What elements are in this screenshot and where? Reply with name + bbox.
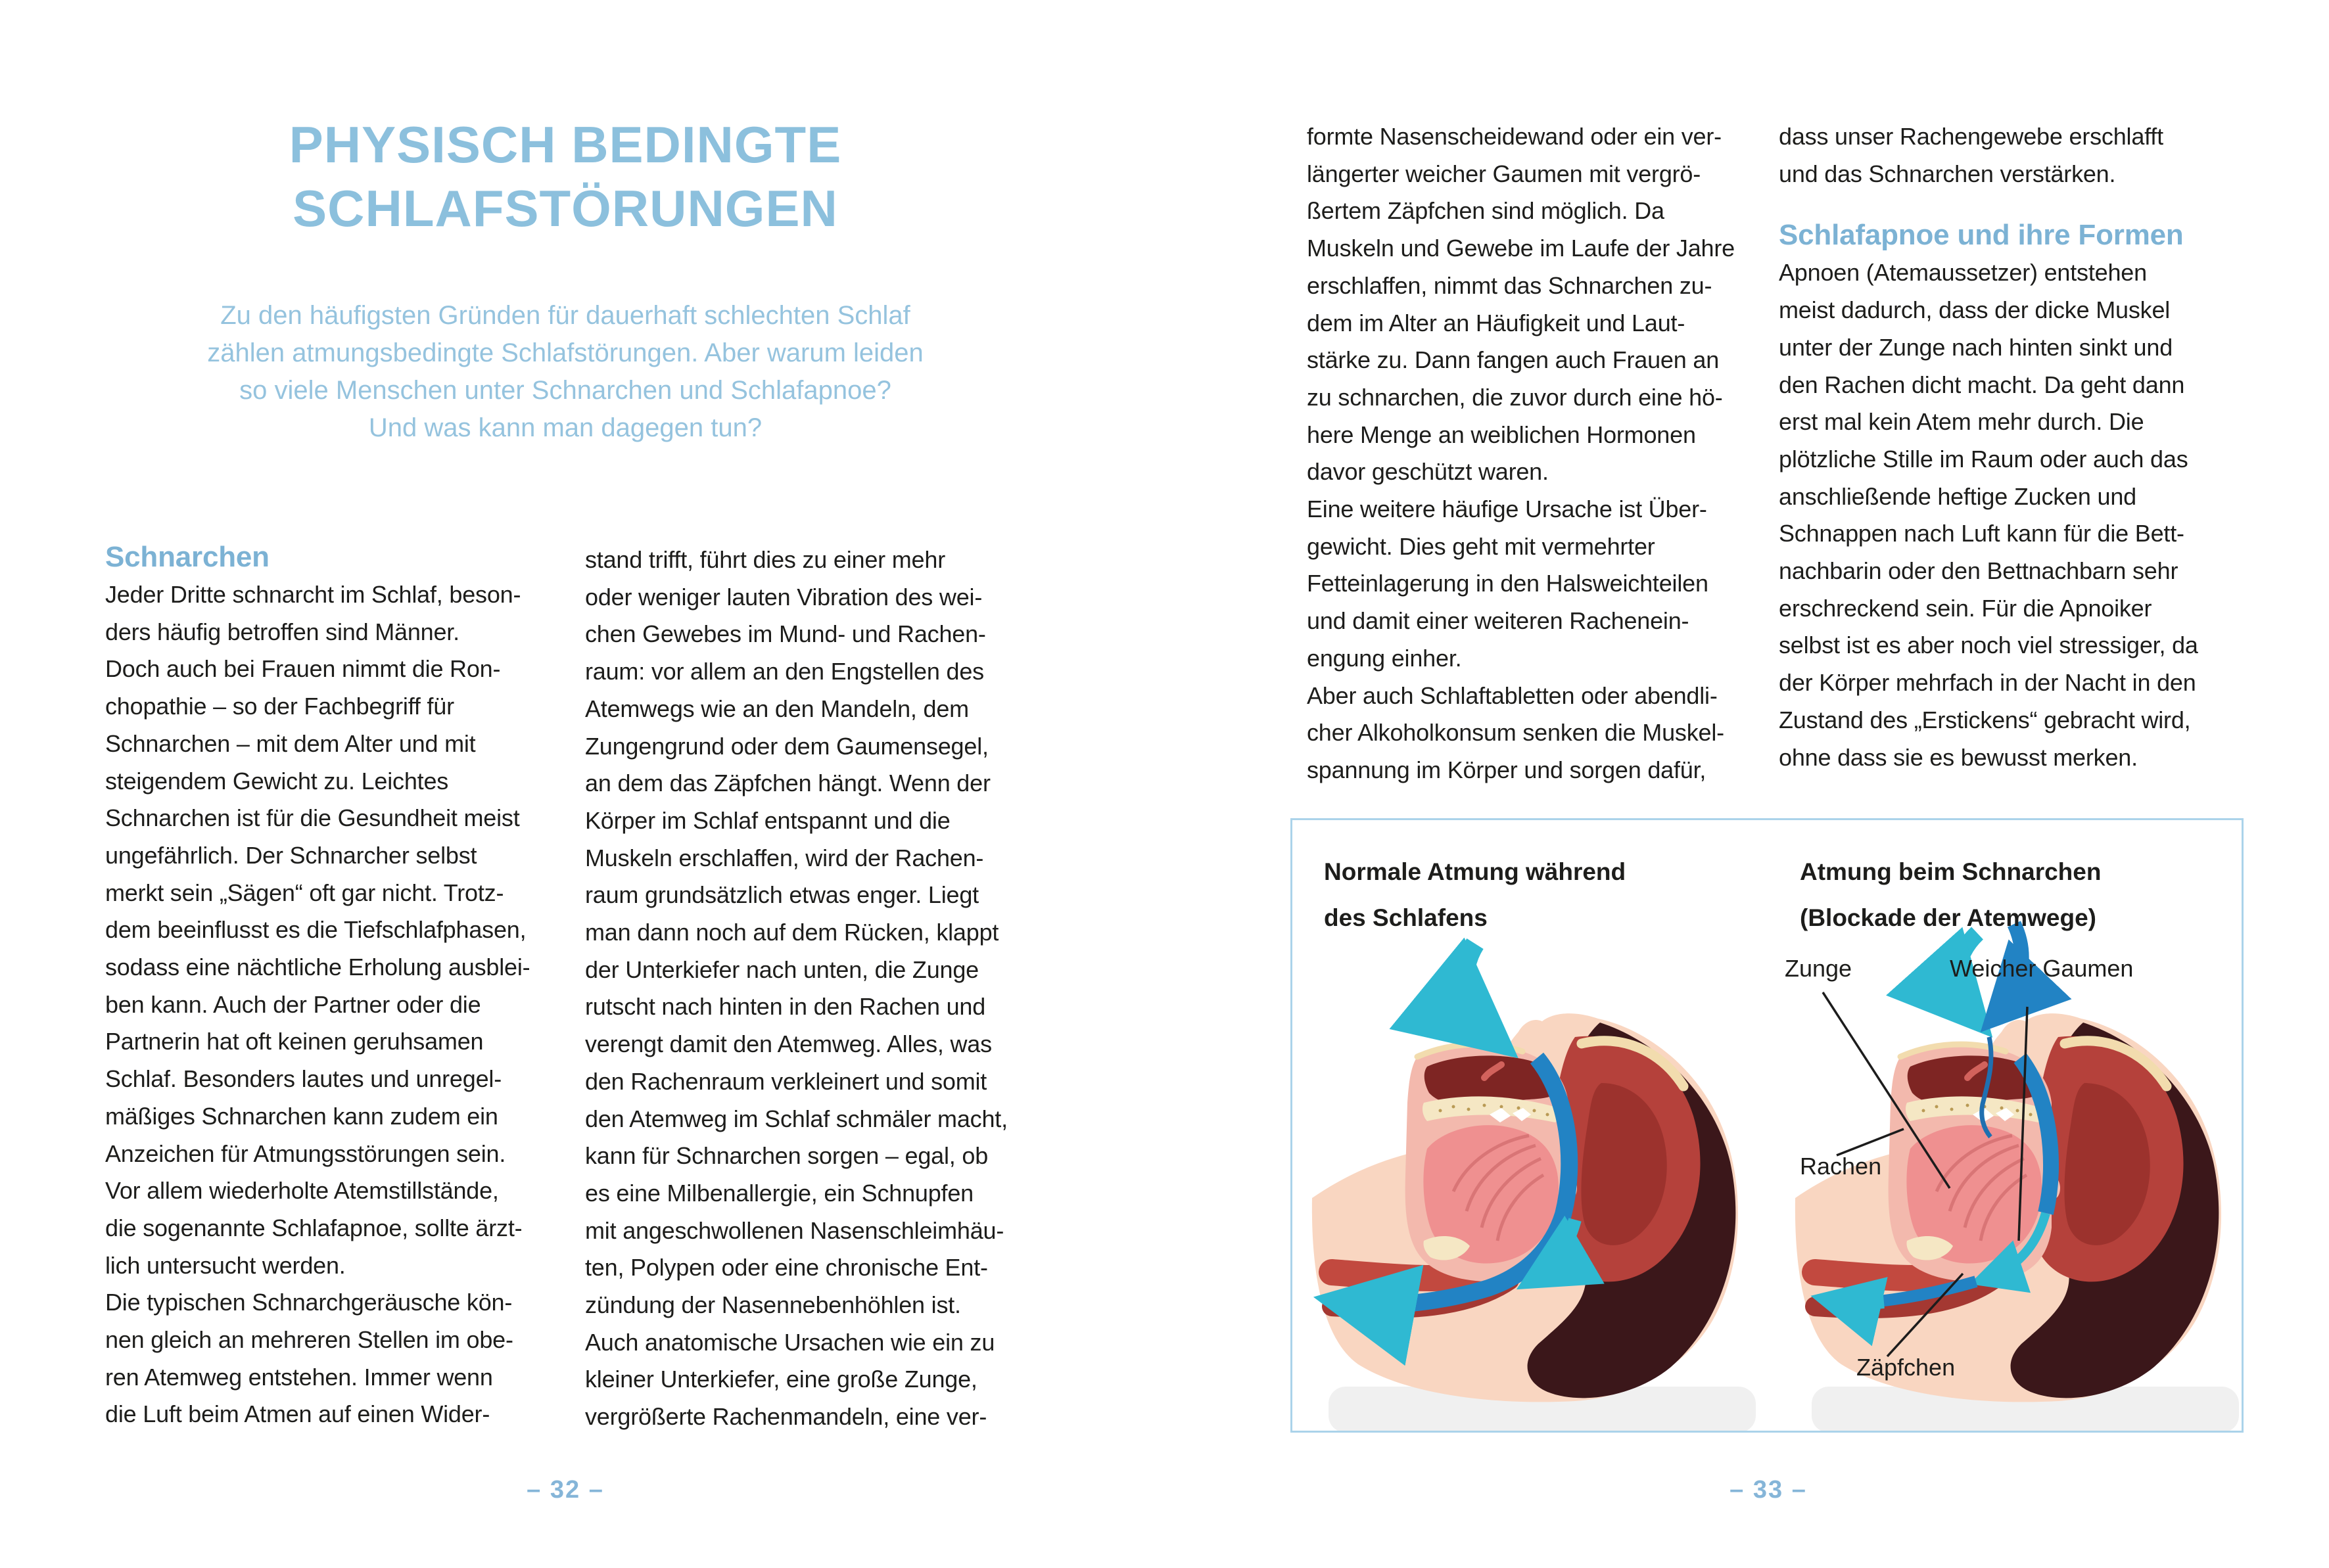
text-line: ders häufig betroffen sind Männer. [105, 618, 459, 645]
text-line: ben kann. Auch der Partner oder die [105, 990, 481, 1018]
text-line: erst mal kein Atem mehr durch. Die [1779, 408, 2144, 436]
text-line: mäßiges Schnarchen kann zudem ein [105, 1102, 498, 1130]
text-line: here Menge an weiblichen Hormonen [1307, 421, 1696, 448]
text-line: dem beeinflusst es die Tiefschlafphasen, [105, 916, 527, 944]
section-heading-schlafapnoe: Schlafapnoe und ihre Formen [1779, 219, 2184, 252]
text-line: Partnerin hat oft keinen geruhsamen [105, 1028, 484, 1055]
text-line: Eine weitere häufige Ursache ist Über- [1307, 496, 1707, 523]
text-line: oder weniger lauten Vibration des wei- [585, 583, 983, 611]
text-line: kann für Schnarchen sorgen – egal, ob [585, 1142, 989, 1170]
text-line: und damit einer weiteren Rachenein- [1307, 607, 1689, 635]
figure-caption-line: Atmung beim Schnarchen [1800, 858, 2102, 885]
text-line: spannung im Körper und sorgen dafür, [1307, 756, 1706, 783]
text-line: an dem das Zäpfchen hängt. Wenn der [585, 770, 991, 797]
text-line: vergrößerte Rachenmandeln, eine ver- [585, 1403, 987, 1431]
text-line: Und was kann man dagegen tun? [368, 413, 763, 442]
airway-arrow-exit [1344, 1303, 1404, 1305]
text-line: meist dadurch, dass der dicke Muskel [1779, 296, 2171, 324]
text-line: Die typischen Schnarchgeräusche kön- [105, 1289, 513, 1316]
figure-caption-normal [1324, 849, 1745, 941]
text-line: den Rachenraum verkleinert und somit [585, 1067, 987, 1095]
figure-caption-snoring [1800, 849, 2221, 941]
text-line: die Luft beim Atmen auf einen Wider- [105, 1400, 490, 1428]
text-line: ungefährlich. Der Schnarcher selbst [105, 841, 477, 869]
text-line: nachbarin oder den Bettnachbarn sehr [1779, 557, 2178, 585]
left-page-column-2 [585, 542, 1045, 1436]
text-line: Atemwegs wie an den Mandeln, dem [585, 695, 969, 722]
text-line: Jeder Dritte schnarcht im Schlaf, beson- [105, 581, 521, 608]
text-line: anschließende heftige Zucken und [1779, 482, 2136, 510]
text-line: dass unser Rachengewebe erschlafft [1779, 123, 2163, 150]
text-line: Auch anatomische Ursachen wie ein zu [585, 1328, 995, 1356]
text-line: Schlaf. Besonders lautes und unregel- [105, 1065, 502, 1093]
right-page-column-1 [1307, 118, 1767, 789]
text-line: engung einher. [1307, 644, 1462, 672]
text-line: erschreckend sein. Für die Apnoiker [1779, 594, 2152, 622]
page-subtitle [72, 297, 1058, 447]
left-page-column-1 [105, 539, 565, 1433]
text-line: gewicht. Dies geht mit vermehrter [1307, 532, 1655, 560]
text-line: Aber auch Schlaftabletten oder abendli- [1307, 681, 1718, 709]
air-inflow-arrow [1465, 944, 1491, 1036]
text-line: plötzliche Stille im Raum oder auch das [1779, 445, 2188, 473]
text-line: stand trifft, führt dies zu einer mehr [585, 546, 945, 573]
text-line: unter der Zunge nach hinten sinkt und [1779, 333, 2173, 361]
figure-caption-line: (Blockade der Atemwege) [1800, 904, 2096, 931]
text-line: es eine Milbenallergie, ein Schnupfen [585, 1179, 974, 1207]
text-line: Schnarchen ist für die Gesundheit meist [105, 804, 520, 832]
text-line: Doch auch bei Frauen nimmt die Ron- [105, 655, 501, 683]
page-title-line: PHYSISCH BEDINGTE [289, 116, 842, 173]
text-line: raum grundsätzlich etwas enger. Liegt [585, 881, 979, 909]
figure-box-breathing-diagrams [1290, 818, 2244, 1433]
text-line: so viele Menschen unter Schnarchen und Schlafapnoe? [239, 376, 891, 405]
label-weicher-gaumen: Weicher Gaumen [1950, 955, 2134, 982]
label-zunge: Zunge [1785, 955, 1852, 982]
text-line: Fetteinlagerung in den Halsweichteilen [1307, 570, 1708, 597]
text-line: lich untersucht werden. [105, 1251, 346, 1279]
text-line: merkt sein „Sägen“ oft gar nicht. Trotz- [105, 879, 504, 906]
text-line: längerter weicher Gaumen mit vergrö- [1307, 160, 1701, 187]
text-line: Zungengrund oder dem Gaumensegel, [585, 732, 989, 760]
text-line: Zustand des „Erstickens“ gebracht wird, [1779, 706, 2191, 733]
text-line: chen Gewebes im Mund- und Rachen- [585, 620, 986, 648]
text-line: chopathie – so der Fachbegriff für [105, 693, 454, 720]
page-number-right: – 33 – [1729, 1476, 1807, 1504]
text-line: raum: vor allem an den Engstellen des [585, 658, 984, 685]
text-line: zu schnarchen, die zuvor durch eine hö- [1307, 383, 1723, 411]
text-line: ten, Polypen oder eine chronische Ent- [585, 1254, 988, 1281]
section-heading-schnarchen: Schnarchen [105, 541, 270, 573]
text-line: selbst ist es aber noch viel stressiger, da [1779, 632, 2198, 659]
text-line: zählen atmungsbedingte Schlafstörungen. Aber warum leiden [207, 338, 924, 367]
text-line: rutscht nach hinten in den Rachen und [585, 993, 986, 1021]
text-line: Vor allem wiederholte Atemstillstände, [105, 1177, 499, 1205]
text-line: davor geschützt waren. [1307, 458, 1549, 486]
label-zaepfchen: Zäpfchen [1856, 1354, 1956, 1381]
body-text-block [105, 576, 565, 1433]
page-title [72, 113, 1058, 241]
text-line: und das Schnarchen verstärken. [1779, 160, 2116, 187]
text-line: sodass eine nächtliche Erholung ausblei- [105, 954, 530, 981]
text-line: man dann noch auf dem Rücken, klappt [585, 919, 999, 946]
text-line: ren Atemweg entstehen. Immer wenn [105, 1363, 493, 1391]
text-line: ohne dass sie es bewusst merken. [1779, 743, 2138, 771]
text-line: Zu den häufigsten Gründen für dauerhaft schlechten Schlaf [220, 301, 910, 330]
diagram-normal-breathing [1312, 944, 1756, 1431]
text-line: Apnoen (Atemaussetzer) entstehen [1779, 259, 2147, 287]
text-line: steigendem Gewicht zu. Leichtes [105, 767, 449, 795]
text-line: Muskeln erschlaffen, wird der Rachen- [585, 844, 984, 871]
airway-arrow-exit [1831, 1301, 1884, 1304]
text-line: den Atemweg im Schlaf schmäler macht, [585, 1105, 1008, 1132]
body-text-block [1779, 118, 2239, 193]
figure-caption-line: des Schlafens [1324, 904, 1488, 931]
text-line: Anzeichen für Atmungsstörungen sein. [105, 1140, 506, 1167]
right-page-column-2 [1779, 118, 2239, 776]
page-title-line: SCHLAFSTÖRUNGEN [293, 179, 838, 237]
label-rachen: Rachen [1800, 1153, 1882, 1180]
text-line: der Körper mehrfach in der Nacht in den [1779, 669, 2196, 697]
text-line: den Rachen dicht macht. Da geht dann [1779, 371, 2185, 398]
text-line: kleiner Unterkiefer, eine große Zunge, [585, 1366, 977, 1393]
page-number-left: – 32 – [527, 1476, 604, 1504]
text-line: formte Nasenscheidewand oder ein ver- [1307, 123, 1722, 150]
text-line: nen gleich an mehreren Stellen im obe- [105, 1326, 513, 1354]
text-line: ßertem Zäpfchen sind möglich. Da [1307, 197, 1664, 225]
text-line: zündung der Nasennebenhöhlen ist. [585, 1291, 961, 1319]
text-line: cher Alkoholkonsum senken die Muskel- [1307, 719, 1724, 747]
text-line: stärke zu. Dann fangen auch Frauen an [1307, 346, 1720, 374]
text-line: Schnarchen – mit dem Alter und mit [105, 729, 476, 757]
text-line: verengt damit den Atemweg. Alles, was [585, 1030, 992, 1058]
text-line: Körper im Schlaf entspannt und die [585, 806, 951, 834]
text-line: dem im Alter an Häufigkeit und Laut- [1307, 309, 1685, 336]
text-line: erschlaffen, nimmt das Schnarchen zu- [1307, 271, 1712, 299]
body-text-block [1779, 254, 2239, 776]
text-line: der Unterkiefer nach unten, die Zunge [585, 956, 979, 983]
text-line: Muskeln und Gewebe im Laufe der Jahre [1307, 235, 1735, 262]
text-line: Schnappen nach Luft kann für die Bett- [1779, 520, 2184, 547]
figure-caption-line: Normale Atmung während [1324, 858, 1626, 885]
text-line: mit angeschwollenen Nasenschleimhäu- [585, 1216, 1004, 1244]
text-line: die sogenannte Schlafapnoe, sollte ärzt- [105, 1214, 523, 1241]
